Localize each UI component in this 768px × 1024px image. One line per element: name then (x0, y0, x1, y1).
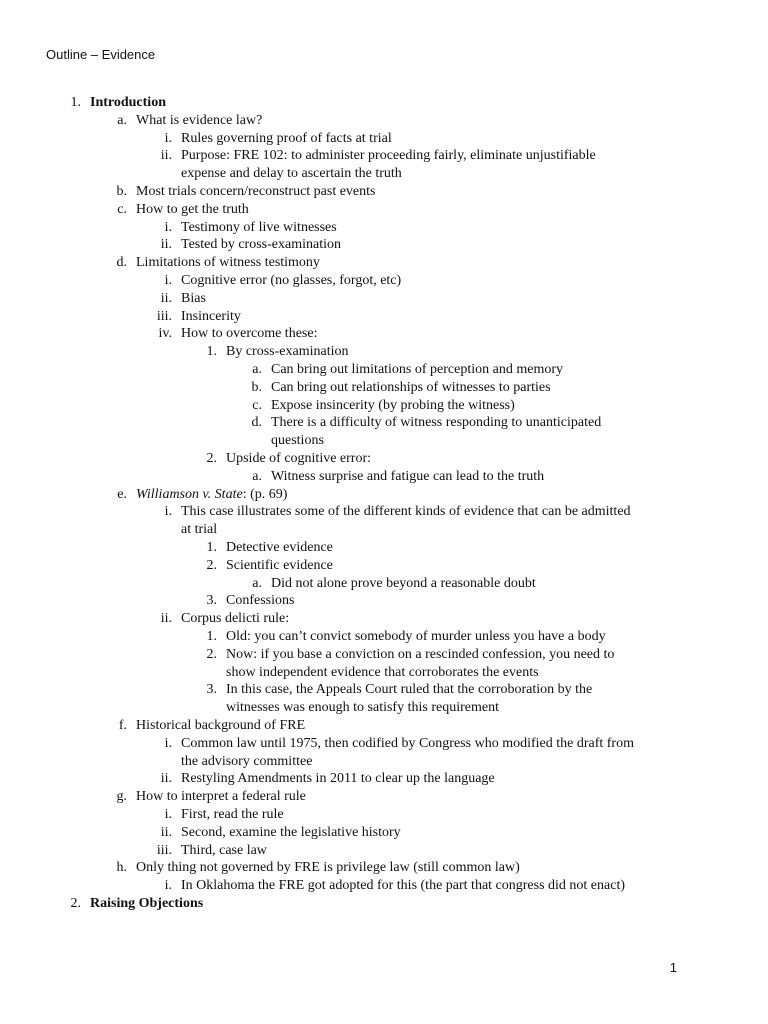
outline-text: Insincerity (181, 308, 241, 324)
outline-continuation (181, 165, 402, 183)
outline-text: Rules governing proof of facts at trial (181, 130, 392, 146)
outline-marker: i. (164, 735, 172, 751)
outline-marker: a. (252, 362, 262, 377)
outline-item (205, 592, 294, 610)
outline-item (152, 770, 495, 788)
outline-marker: iii. (156, 842, 172, 858)
outline-marker: e. (117, 486, 127, 502)
outline-continuation (181, 521, 217, 539)
outline-item (205, 628, 606, 646)
outline-marker: i. (164, 878, 172, 894)
outline-text: Witness surprise and fatigue can lead to the truth (271, 468, 545, 484)
outline-text: In Oklahoma the FRE got adopted for this (the part that congress did not enact) (181, 878, 626, 894)
outline-marker: ii. (160, 771, 172, 787)
outline-continuation (226, 699, 499, 717)
outline-text: Most trials concern/reconstruct past events (136, 184, 376, 199)
outline-marker: i. (164, 130, 172, 146)
outline-text: Common law until 1975, then codified by Congress who modified the draft from (181, 735, 634, 751)
outline-item (115, 254, 320, 272)
outline-text: Corpus delicti rule: (181, 611, 290, 627)
outline-text: Raising Objections (90, 896, 204, 911)
outline-item (152, 325, 317, 343)
outline-text: Third, case law (181, 842, 267, 858)
outline-marker: a. (117, 112, 127, 128)
outline-marker: 1. (206, 629, 217, 644)
outline-text: Bias (181, 290, 206, 306)
outline-marker: 1. (70, 95, 81, 110)
outline-marker: iii. (156, 308, 172, 324)
outline-text: Introduction (90, 95, 166, 110)
outline-marker: b. (116, 184, 127, 199)
outline-text: Tested by cross-examination (181, 237, 341, 253)
outline-item (250, 468, 544, 486)
outline-text: Limitations of witness testimony (136, 255, 320, 271)
outline-continuation (271, 432, 324, 450)
outline-item (115, 859, 520, 877)
outline-marker: 1. (206, 540, 217, 555)
outline-item (205, 450, 371, 468)
outline-marker: g. (116, 789, 127, 805)
outline-marker: 2. (206, 557, 217, 573)
outline-marker: 3. (206, 682, 217, 698)
outline-text: expense and delay to ascertain the truth (181, 166, 402, 182)
outline-item (152, 290, 206, 308)
outline-item (152, 236, 341, 254)
outline-item (152, 308, 241, 326)
outline-text: Detective evidence (226, 540, 333, 555)
outline-item (57, 895, 203, 913)
outline-item (250, 414, 601, 432)
outline-item (152, 610, 289, 628)
outline-marker: h. (116, 860, 127, 876)
outline-text: Purpose: FRE 102: to administer proceeding fairly, eliminate unjustifiable (181, 148, 596, 164)
outline-text: Did not alone prove beyond a reasonable doubt (271, 575, 536, 591)
outline-marker: a. (252, 575, 262, 591)
outline-marker: 3. (206, 593, 217, 609)
outline-marker: f. (118, 718, 127, 733)
outline-item (152, 842, 267, 860)
outline-text: Upside of cognitive error: (226, 451, 372, 466)
outline-text: Can bring out limitations of perception and memory (271, 362, 563, 377)
outline-marker: i. (164, 504, 172, 520)
outline-text: the advisory committee (181, 753, 313, 769)
outline-text: What is evidence law? (136, 112, 263, 128)
outline-text: witnesses was enough to satisfy this requirement (226, 700, 499, 716)
document-header: Outline – Evidence (46, 47, 156, 62)
outline-marker: c. (117, 201, 127, 217)
outline-item (152, 147, 596, 165)
outline-item (205, 681, 592, 699)
outline-item (152, 219, 337, 237)
page-number: 1 (669, 960, 677, 975)
outline-continuation (181, 753, 312, 771)
outline-text: Now: if you base a conviction on a rescinded confession, you need to (226, 646, 615, 662)
outline-text: Historical background of FRE (136, 718, 306, 733)
outline-text: Williamson v. State (136, 486, 243, 502)
outline-item (152, 130, 392, 148)
outline-marker: iv. (158, 326, 172, 342)
outline-item (115, 112, 262, 130)
outline-marker: ii. (160, 148, 172, 164)
outline-item (152, 503, 631, 521)
outline-text: Second, examine the legislative history (181, 824, 401, 840)
outline-item (152, 824, 401, 842)
outline-text: Testimony of live witnesses (181, 219, 337, 235)
outline-item (250, 379, 551, 397)
outline-text: questions (271, 433, 324, 449)
outline-text: at trial (181, 522, 218, 538)
outline-item (205, 557, 333, 575)
outline-marker: c. (252, 397, 262, 413)
outline-text: There is a difficulty of witness responding to unanticipated (271, 415, 602, 431)
outline-item (115, 201, 249, 219)
outline-text: By cross-examination (226, 344, 349, 360)
outline-marker: 2. (206, 451, 217, 466)
outline-text: Expose insincerity (by probing the witness) (271, 397, 515, 413)
outline-marker: ii. (160, 611, 172, 627)
outline-marker: 1. (206, 344, 217, 360)
outline-text: Confessions (226, 593, 295, 609)
outline-text: How to interpret a federal rule (136, 789, 306, 805)
outline-marker: ii. (160, 237, 172, 253)
outline-text: Old: you can’t convict somebody of murder unless you have a body (226, 629, 606, 644)
outline-text: Only thing not governed by FRE is privilege law (still common law) (136, 860, 520, 876)
outline-marker: i. (164, 807, 172, 822)
outline-marker: 2. (206, 646, 217, 662)
outline-text: Restyling Amendments in 2011 to clear up the language (181, 771, 495, 787)
outline-item (115, 717, 305, 735)
outline-item (250, 361, 563, 379)
outline-text: How to get the truth (136, 201, 249, 217)
outline-item (250, 397, 515, 415)
outline-item (205, 646, 614, 664)
outline-item (205, 539, 333, 557)
outline-text: This case illustrates some of the different kinds of evidence that can be admitted (181, 504, 631, 520)
outline-item (115, 486, 287, 504)
outline-marker: b. (251, 379, 262, 395)
outline-text: How to overcome these: (181, 326, 318, 342)
outline-item (57, 94, 166, 112)
outline-item (152, 877, 625, 895)
outline-text: Can bring out relationships of witnesses to parties (271, 379, 551, 395)
outline-item (115, 788, 306, 806)
outline-marker: i. (164, 219, 172, 235)
outline-text: In this case, the Appeals Court ruled that the corroboration by the (226, 682, 593, 698)
outline-marker: i. (164, 273, 172, 288)
outline-item (152, 272, 401, 290)
outline-text: show independent evidence that corroborates the events (226, 664, 539, 680)
outline-marker: a. (252, 468, 262, 484)
outline-marker: ii. (160, 290, 172, 306)
outline-item (152, 806, 284, 824)
outline-marker: d. (251, 415, 262, 431)
outline-text-suffix: : (p. 69) (242, 486, 288, 502)
outline-item (152, 735, 634, 753)
outline-marker: d. (116, 255, 127, 271)
outline-item (205, 343, 348, 361)
outline-text: Scientific evidence (226, 557, 333, 573)
outline-item (115, 183, 375, 201)
outline-continuation (226, 664, 539, 682)
outline-text: Cognitive error (no glasses, forgot, etc) (181, 273, 402, 288)
outline-item (250, 575, 536, 593)
outline-marker: ii. (160, 824, 172, 840)
outline-text: First, read the rule (181, 807, 284, 822)
outline-marker: 2. (70, 896, 81, 911)
